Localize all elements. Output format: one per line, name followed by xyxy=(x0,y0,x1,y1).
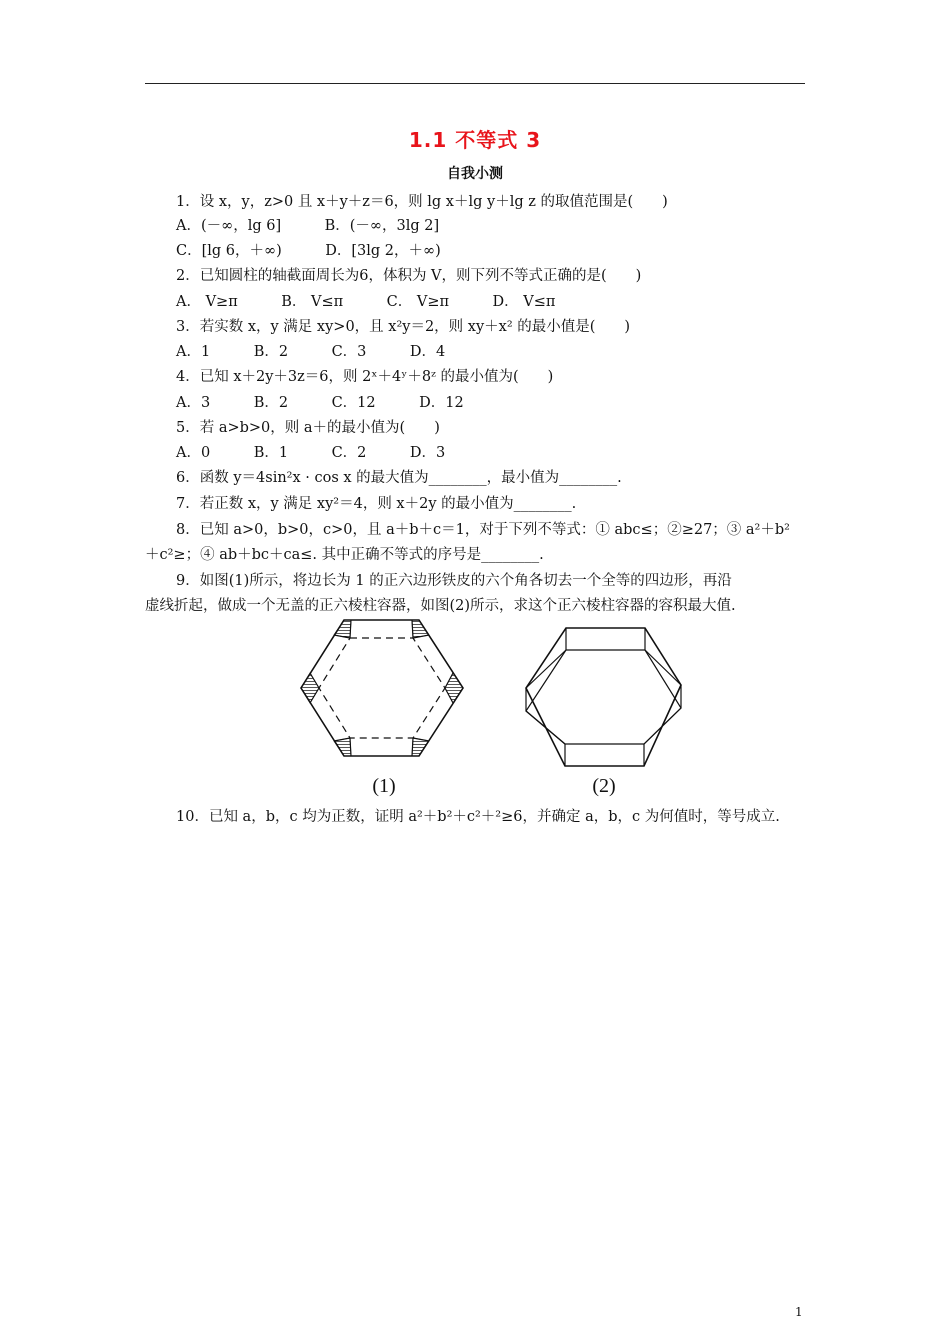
question-6: 6．函数 y＝4sin²x · cos x 的最大值为________，最小值为________. xyxy=(176,470,622,486)
question-1-options-cd: C．[lg 6，＋∞) D．[3lg 2，＋∞) xyxy=(176,243,441,259)
figure-1-cut-hexagon xyxy=(301,620,463,756)
header-rule xyxy=(145,83,805,84)
question-10: 10．已知 a，b，c 均为正数，证明 a²＋b²＋c²＋²≥6，并确定 a，b，c 为何值时，等号成立. xyxy=(176,809,780,825)
question-8-line-2: ＋c²≥；④ ab＋bc＋ca≤. 其中正确不等式的序号是________. xyxy=(145,547,544,563)
figure-2-hexagonal-prism xyxy=(526,628,681,766)
question-2-options: A． V≥π B． V≤π C． V≥π D． V≤π xyxy=(176,294,556,310)
figure-1-label: (1) xyxy=(372,775,396,797)
question-5-options: A．0 B．1 C．2 D．3 xyxy=(176,445,446,461)
question-1: 1．设 x，y，z>0 且 x＋y＋z＝6，则 lg x＋lg y＋lg z 的取值范围是( ) xyxy=(176,194,668,210)
section-heading: 自我小测 xyxy=(447,166,503,182)
question-9-line-1: 9．如图(1)所示，将边长为 1 的正六边形铁皮的六个角各切去一个全等的四边形，再沿 xyxy=(176,573,732,589)
question-8-line-1: 8．已知 a>0，b>0，c>0，且 a＋b＋c＝1，对于下列不等式：① abc≤；②≥27；③ a²＋b² xyxy=(176,522,790,538)
question-4: 4．已知 x＋2y＋3z＝6，则 2ˣ＋4ʸ＋8ᶻ 的最小值为( ) xyxy=(176,369,554,385)
question-1-options-ab: A．(－∞，lg 6] B．(－∞，3lg 2] xyxy=(176,218,440,234)
question-2: 2．已知圆柱的轴截面周长为6，体积为 V，则下列不等式正确的是( ) xyxy=(176,268,642,284)
question-3: 3．若实数 x，y 满足 xy>0，且 x²y＝2，则 xy＋x² 的最小值是( ) xyxy=(176,319,631,335)
question-9-line-2: 虚线折起，做成一个无盖的正六棱柱容器，如图(2)所示，求这个正六棱柱容器的容积最大值. xyxy=(145,598,736,614)
question-7: 7．若正数 x，y 满足 xy²＝4，则 x＋2y 的最小值为________. xyxy=(176,496,577,512)
figure-2-label: (2) xyxy=(592,775,616,797)
question-5: 5．若 a>b>0，则 a＋的最小值为( ) xyxy=(176,420,440,436)
page-number: 1 xyxy=(795,1305,803,1319)
page-title: 1.1 不等式 3 xyxy=(408,128,542,152)
hexagon-figures xyxy=(296,612,696,802)
question-3-options: A．1 B．2 C．3 D．4 xyxy=(176,344,446,360)
question-4-options: A．3 B．2 C．12 D．12 xyxy=(176,395,464,411)
